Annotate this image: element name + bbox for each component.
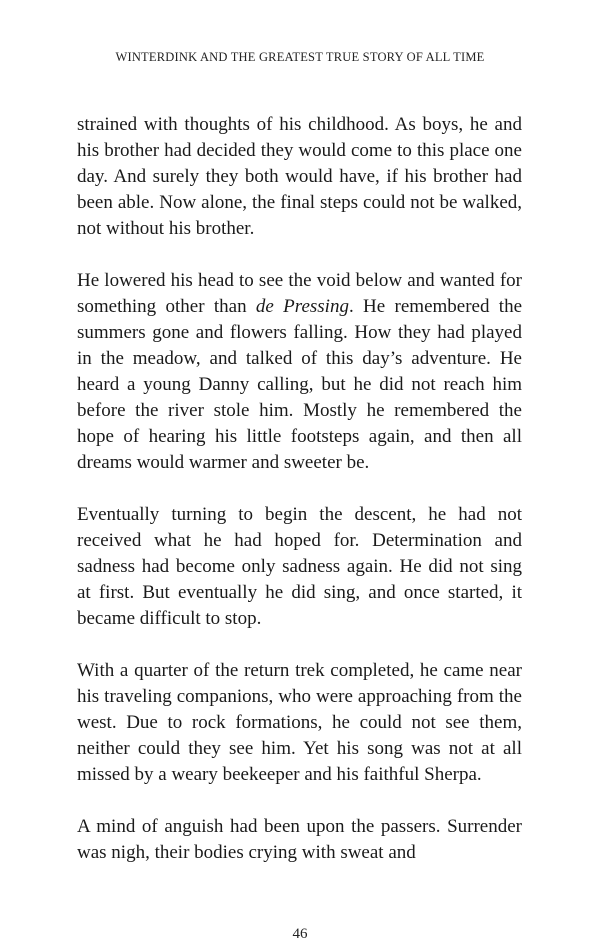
italic-phrase: de Pressing (255, 296, 349, 317)
running-header: WINTERDINK AND THE GREATEST TRUE STORY OF ALL TIME (115, 50, 485, 64)
paragraph-2-text-end: . He remembered the summers gone and flowers falling. How they had played in the meadow, and talked of this day’s adventure. He heard a young Danny calling, but he did not reach him before the river stole him. Mostly he remembered the hope of hearing his little footsteps again, and then all dreams would warmer and sweeter be. (77, 296, 523, 473)
paragraph-4: With a quarter of the return trek completed, he came near his traveling companions, who were approaching from the west. Due to rock formations, he could not see them, neither could they see him. Yet his song was not at all missed by a weary beekeeper and his faithful Sherpa. (77, 660, 522, 785)
body-text (77, 112, 522, 892)
paragraph-2-text-start: He lowered his head to see the void below and wanted for something other than (77, 270, 522, 317)
paragraph-1: strained with thoughts of his childhood. As boys, he and his brother had decided they would come to this place one day. And surely they both would have, if his brother had been able. Now alone, the final steps could not be walked, not without his brother. (77, 114, 522, 239)
paragraph-2 (77, 268, 522, 476)
paragraph-5: A mind of anguish had been upon the passers. Surrender was nigh, their bodies crying with sweat and (77, 816, 522, 863)
page-number: 46 (292, 926, 308, 942)
paragraph-3: Eventually turning to begin the descent, he had not received what he had hoped for. Determination and sadness had become only sadness again. He did not sing at first. But eventually he did sing, and once started, it became difficult to stop. (77, 504, 522, 629)
